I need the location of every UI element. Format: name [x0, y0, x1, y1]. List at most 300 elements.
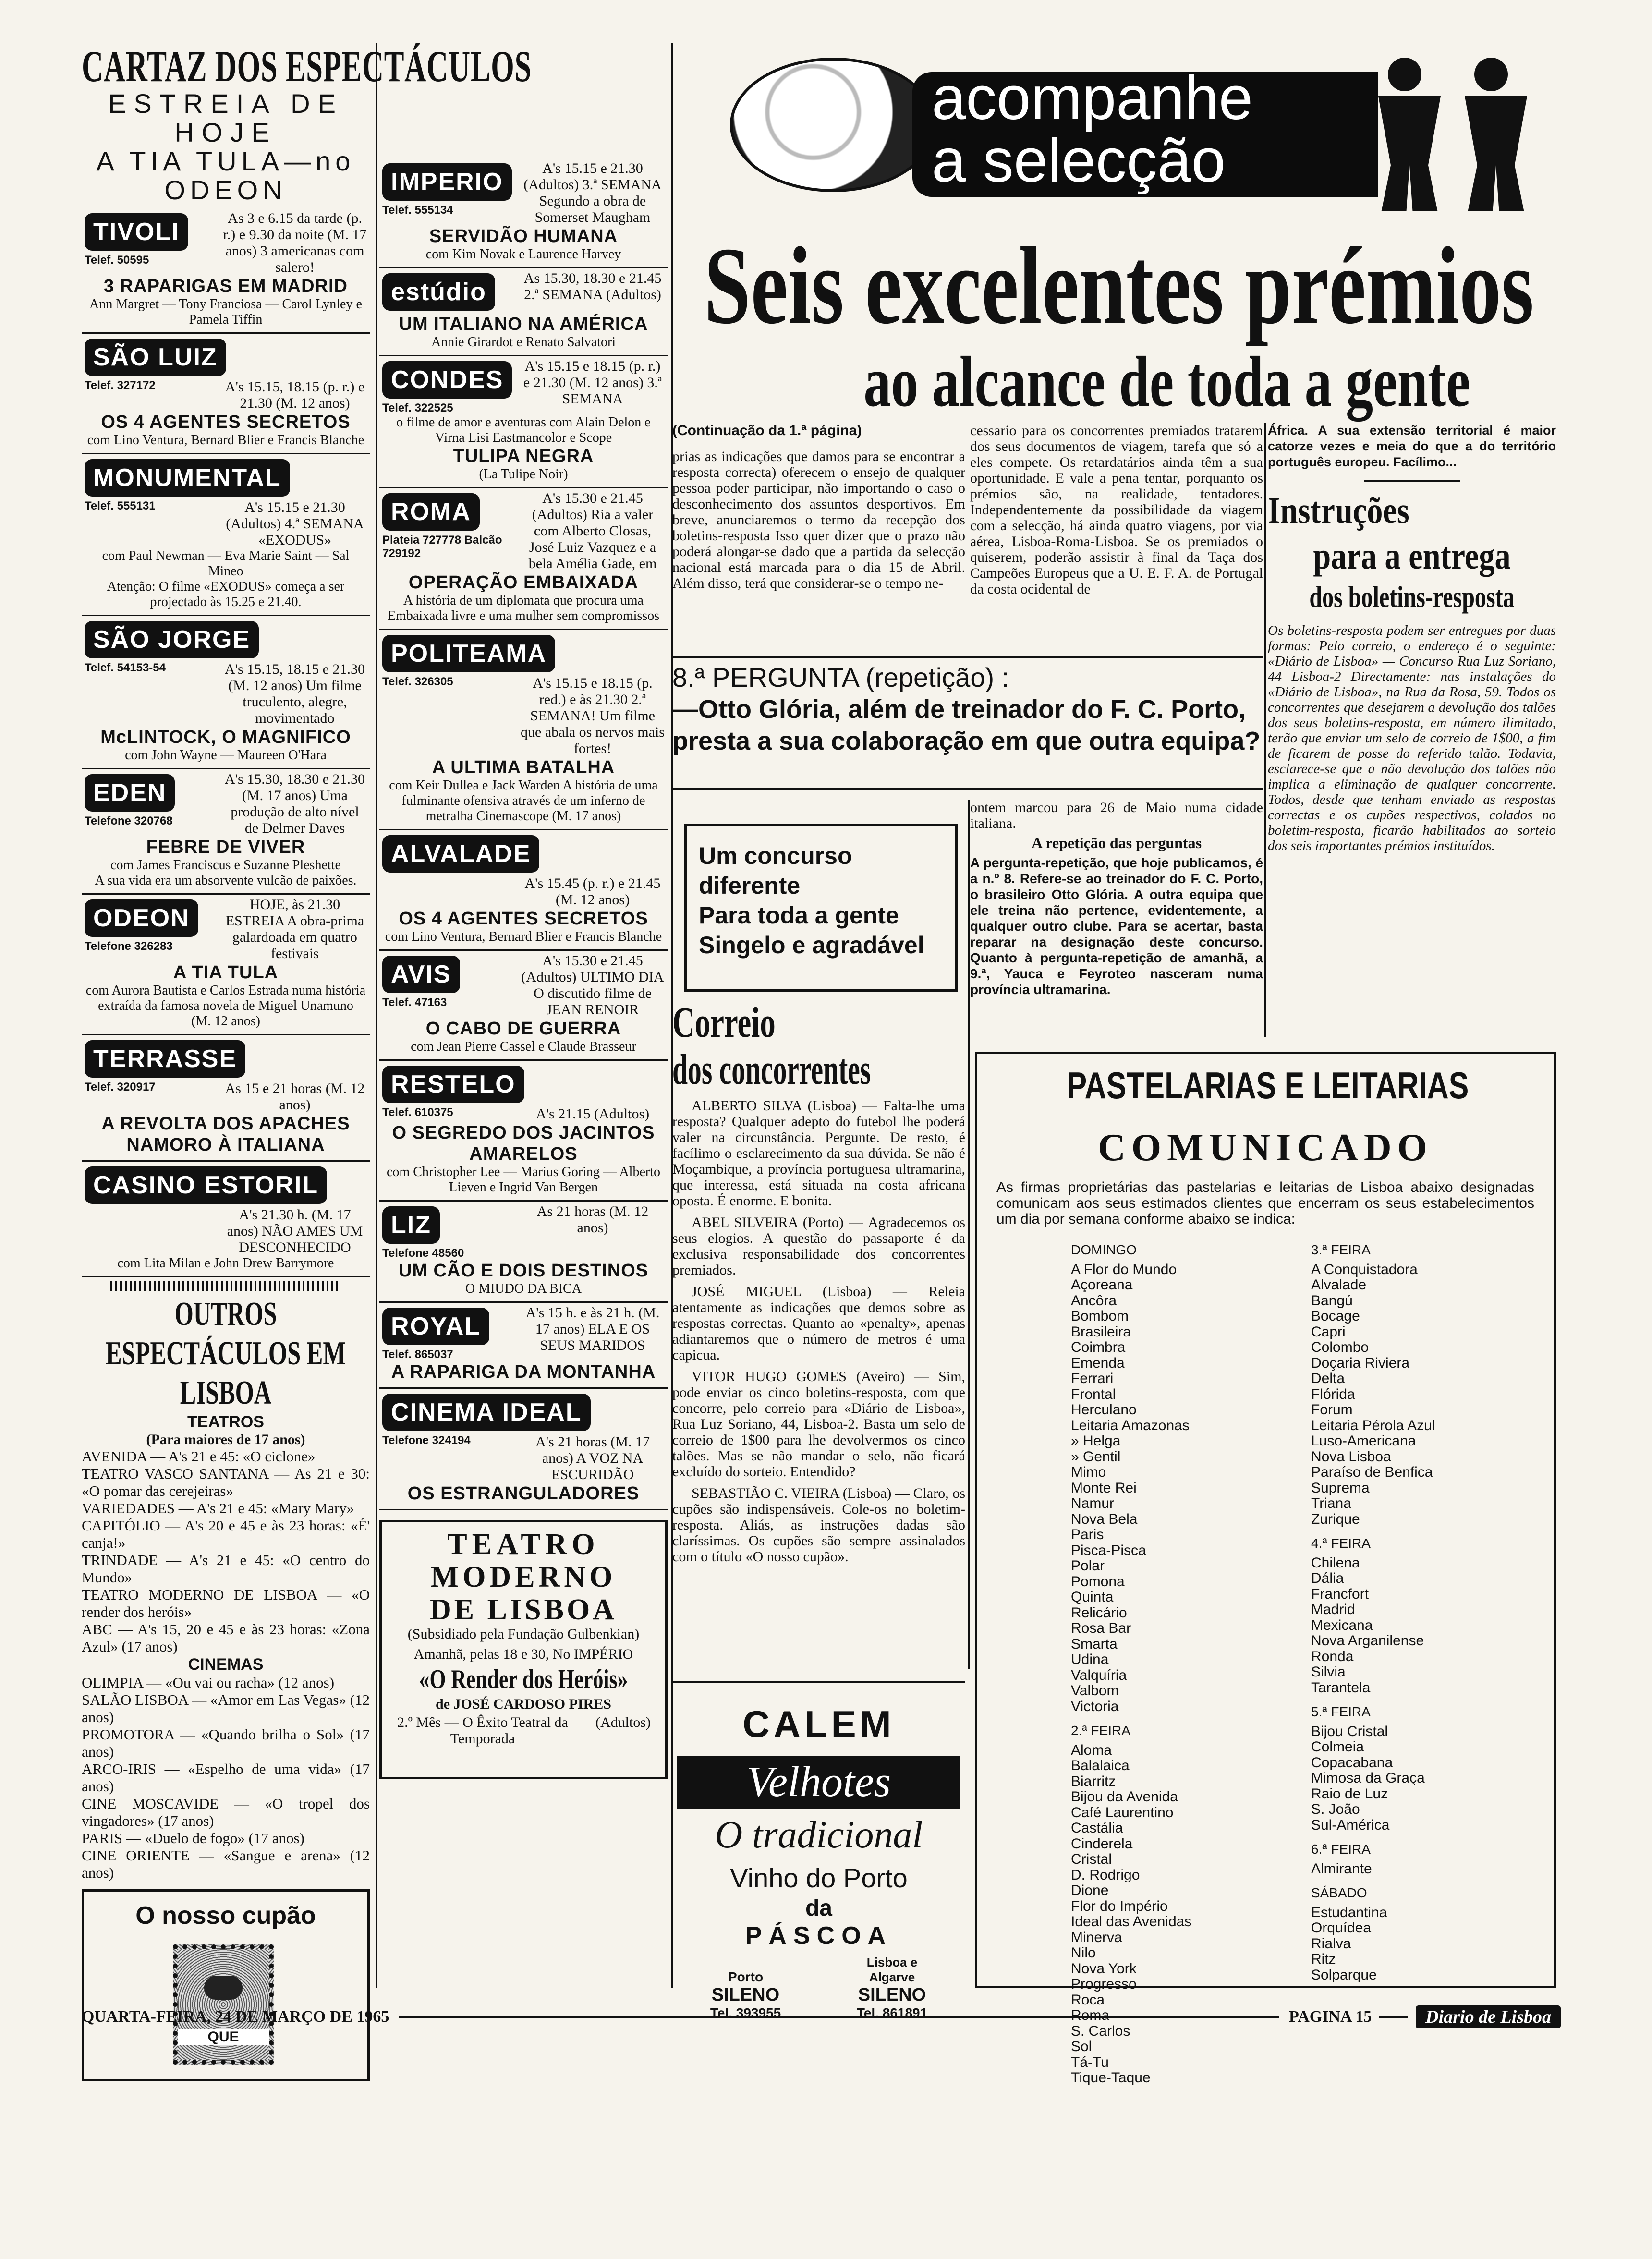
showtimes: As 15.30, 18.30 e 21.45 2.ª SEMANA (Adultos): [523, 270, 662, 303]
footer-page: PAGINA 15: [1289, 2008, 1372, 2026]
film-cast: com Jean Pierre Cassel e Claude Brasseur: [411, 1039, 636, 1054]
film-cast: com Kim Novak e Laurence Harvey: [425, 247, 621, 262]
film-title: A REVOLTA DOS APACHES NAMORO À ITALIANA: [101, 1114, 350, 1155]
teatro-moderno-box: [379, 1520, 668, 1779]
listing-line: VARIEDADES — A's 21 e 45: «Mary Mary»: [82, 1500, 354, 1517]
showtimes: A's 15 h. e às 21 h. (M. 17 anos) ELA E OS SEUS MARIDOS: [525, 1305, 660, 1353]
past-list-a: [996, 1234, 1251, 2086]
showtimes: A's 21.15 (Adultos): [535, 1106, 650, 1122]
cinema-phone: Telef. 47163: [382, 996, 447, 1009]
listing-line: CINE ORIENTE — «Sangue e arena» (12 anos): [82, 1847, 370, 1881]
shop-name: Nova Arganilense: [1311, 1633, 1424, 1649]
lisboa-label: Lisboa e Algarve: [866, 1955, 918, 1984]
shop-name: Mexicana: [1311, 1617, 1373, 1633]
cinema-phone: Telefone 48560: [382, 1247, 464, 1260]
cinema-phone: Telefone 326283: [85, 940, 173, 953]
film-title: OS 4 AGENTES SECRETOS: [101, 412, 351, 432]
concurso-l2: Para toda a gente: [699, 902, 899, 929]
shop-name: Leitaria Pérola Azul: [1311, 1417, 1435, 1433]
cinema-logo[interactable]: CONDES: [382, 361, 512, 399]
showtimes: A's 21.30 h. (M. 17 anos) NÃO AMES UM DESCONHECIDO: [227, 1207, 363, 1255]
article-text-2: cessario para os concorrentes premiados tratarem dos seus documentos de viagem, tarefa que só a eles compete. Os retardatários ainda têm a sua oportunidade. E vale a pena tentar, porquanto os prémios são, na realidade, tentadores. Independentemente da possibilidade da viagem com a selecção, há ainda quatro viagens, por via aérea, Lisboa-Roma-Lisboa. Se os premiados o quiserem, poderão assistir à final da Taça dos Campeões Europeus que a U. E. F. A. de Portugal da costa ocidental de: [970, 423, 1263, 597]
cinema-phone: Telef. 50595: [85, 254, 149, 267]
column-rule-4: [968, 800, 970, 1669]
shop-name: Nilo: [1071, 1945, 1096, 1961]
article-text-1: prias as indicações que damos para se encontrar a resposta correcta) oferecem o ensejo de qualquer pessoa poder participar, não importando o caso o desconhecimento dos assuntos desportivos. Em breve, anunciaremos o termo da recepção dos boletins-resposta Isso quer dizer que o prazo não poderá alongar-se dado que a partida da selecção nacional está marcada para o dia 15 de Abril. Além disso, terá que considerar-se o tempo ne-: [672, 449, 965, 591]
footer-date: QUARTA-FEIRA, 24 DE MARÇO DE 1965: [82, 2008, 389, 2026]
shop-name: S. João: [1311, 1801, 1360, 1817]
instr-title2: para a entrega: [1313, 535, 1511, 577]
listing-line: TRINDADE — A's 21 e 45: «O centro do Mundo»: [82, 1552, 370, 1586]
shop-name: Mimosa da Graça: [1311, 1770, 1425, 1786]
selecao-banner: [682, 58, 1542, 221]
cinema-ad: [82, 1035, 370, 1162]
shop-name: Ritz: [1311, 1951, 1336, 1967]
film-cast: Ann Margret — Tony Franciosa — Carol Lynley e Pamela Tiffin: [89, 297, 362, 327]
shop-name: Relicário: [1071, 1604, 1127, 1621]
cinema-logo[interactable]: CINEMA IDEAL: [382, 1394, 591, 1431]
shop-name: Monte Rei: [1071, 1480, 1137, 1496]
cinema-logo[interactable]: POLITEAMA: [382, 635, 555, 672]
velhotes-banner: [677, 1756, 960, 1809]
film-title: FEBRE DE VIVER: [146, 837, 305, 857]
cinema-logo[interactable]: MONUMENTAL: [85, 459, 290, 497]
cinema-logo[interactable]: estúdio: [382, 273, 495, 311]
shop-name: Rosa Bar: [1071, 1620, 1131, 1636]
showtimes: As 3 e 6.15 da tarde (p. r.) e 9.30 da noite (M. 17 anos) 3 americanas com salero!: [223, 210, 367, 275]
shop-name: Roca: [1071, 1992, 1105, 2008]
short-rule: [1364, 480, 1460, 482]
film-title: McLINTOCK, O MAGNIFICO: [100, 727, 351, 747]
cinema-list: [82, 1674, 370, 1882]
cinema-logo[interactable]: AVIS: [382, 956, 460, 993]
cinema-phone: Telef. 320917: [85, 1081, 156, 1093]
cinema-logo[interactable]: TIVOLI: [85, 213, 188, 251]
showtimes: A's 15.15 e 18.15 (p. red.) e às 21.30 2.ª SEMANA! Um filme que abala os nervos mais fortes!: [521, 675, 665, 756]
day-heading: 3.ª FEIRA: [1311, 1242, 1371, 1257]
outros-section: [82, 1295, 370, 1882]
cinema-logo[interactable]: SÃO LUIZ: [85, 339, 226, 376]
cinema-phone: Telef. 865037: [382, 1348, 453, 1361]
shop-name: Luso-Americana: [1311, 1433, 1416, 1449]
teatro-foot1: 2.º Mês — O Êxito Teatral da Temporada: [397, 1714, 568, 1747]
cartaz-title: CARTAZ DOS ESPECTÁCULOS: [82, 42, 532, 91]
shop-name: Brasileira: [1071, 1324, 1131, 1340]
film-cast: com James Franciscus e Suzanne Pleshette: [110, 858, 341, 873]
teatro-l1: TEATRO: [447, 1528, 600, 1561]
listing-line: CINE MOSCAVIDE — «O tropel dos vingadores» (17 anos): [82, 1795, 370, 1829]
pergunta-block: [672, 656, 1263, 790]
film-cast: Annie Girardot e Renato Salvatori: [431, 335, 616, 350]
showtimes: HOJE, às 21.30 ESTREIA A obra-prima galardoada em quatro festivais: [225, 897, 364, 961]
film-cast: com Aurora Bautista e Carlos Estrada numa história extraída da famosa novela de Miguel Unamuno: [85, 983, 366, 1013]
cinema-ad: [82, 769, 370, 895]
banner-line2: a selecção: [932, 126, 1226, 195]
past-title: PASTELARIAS E LEITARIAS: [1067, 1064, 1469, 1106]
film-note: A sua vida era um absorvente vulcão de paixões.: [95, 873, 357, 888]
teatros-heading: TEATROS: [187, 1413, 264, 1431]
film-cast: A história de um diplomata que procura uma Embaixada livre e uma mulher sem compromissos: [387, 593, 660, 623]
correio-column: [672, 999, 965, 1690]
cinema-ad: [379, 356, 668, 488]
concurso-l1: Um concurso diferente: [699, 842, 852, 899]
film-cast: com Lita Milan e John Drew Barrymore: [117, 1256, 334, 1271]
shop-name: Pomona: [1071, 1573, 1125, 1590]
showtimes: A's 15.30, 18.30 e 21.30 (M. 17 anos) Uma produção de alto nível de Delmer Daves: [224, 771, 365, 836]
day-heading: 6.ª FEIRA: [1311, 1842, 1371, 1857]
film-title: A TIA TULA: [173, 962, 279, 983]
sileno-porto: SILENO: [711, 1985, 780, 2005]
day-heading: 5.ª FEIRA: [1311, 1704, 1371, 1719]
calem-da: da: [805, 1895, 832, 1921]
footer-rule-2: [1379, 2016, 1408, 2018]
cinema-logo[interactable]: SÃO JORGE: [85, 621, 259, 658]
shop-name: Tarantela: [1311, 1679, 1371, 1696]
shop-name: Doçaria Riviera: [1311, 1355, 1410, 1371]
continuation-note: (Continuação da 1.ª página): [672, 423, 862, 438]
article-col-1: [672, 423, 965, 644]
showtimes: A's 15.30 e 21.45 (Adultos) Ria a valer com Alberto Closas, José Luiz Vazquez e a bela Amélia Gade, em: [528, 490, 657, 571]
shop-name: Suprema: [1311, 1480, 1370, 1496]
shop-name: Balalaica: [1071, 1758, 1130, 1773]
shop-name: Dália: [1311, 1570, 1344, 1586]
teatro-foot: [382, 1712, 665, 1749]
film-cast: o filme de amor e aventuras com Alain Delon e Virna Lisi Eastmancolor e Scope: [396, 415, 651, 445]
letter: SEBASTIÃO C. VIEIRA (Lisboa) — Claro, os cupões são indispensáveis. Cole-os no boletim-resposta. Aliás, as instruções dadas são claríssimas. Os cupões são sempre assinalados com o título «O nosso cupão».: [672, 1485, 965, 1565]
shop-name: Tá-Tu: [1071, 2054, 1109, 2070]
shop-name: Silvia: [1311, 1664, 1346, 1680]
shop-name: S. Carlos: [1071, 2023, 1130, 2039]
shop-name: Francfort: [1311, 1586, 1369, 1602]
shop-name: Victoria: [1071, 1698, 1119, 1714]
page-footer: [82, 1998, 1561, 2036]
instr-title3: dos boletins-resposta: [1309, 580, 1515, 614]
past-intro: As firmas proprietárias das pastelarias e leitarias de Lisboa abaixo designadas comunicam aos seus estimados clientes que encerram os seus estabelecimentos um dia por semana conforme abaixo se indica:: [996, 1179, 1534, 1227]
shop-name: Chilena: [1311, 1555, 1360, 1571]
shop-name: Paraíso de Benfica: [1311, 1464, 1433, 1480]
tel-porto: Tel. 393955: [710, 2005, 781, 2020]
shop-name: Alvalade: [1311, 1277, 1367, 1293]
film-cast: com John Wayne — Maureen O'Hara: [125, 748, 327, 763]
shop-name: Mimo: [1071, 1464, 1106, 1480]
shop-name: D. Rodrigo: [1071, 1867, 1140, 1883]
film-note: O MIUDO DA BICA: [465, 1281, 582, 1296]
cinema-ad: [82, 895, 370, 1035]
cinema-logo[interactable]: CASINO ESTORIL: [85, 1166, 327, 1204]
porto-label: Porto: [728, 1969, 764, 1984]
cinema-ad: [379, 951, 668, 1061]
cinema-phone: Telef. 555131: [85, 499, 156, 512]
headline-line1: Seis excelentes prémios: [704, 224, 1534, 347]
shop-name: Colmeia: [1311, 1739, 1364, 1755]
shop-name: Bangú: [1311, 1292, 1353, 1309]
shop-name: » Helga: [1071, 1433, 1121, 1449]
past-list-b: [1251, 1234, 1520, 2086]
letter: ALBERTO SILVA (Lisboa) — Falta-lhe uma resposta? Qualquer adepto do futebol lhe poderá valer na circunstância. Pergunte. De resto, é facílimo o esclarecimento da sua dúvida. Se não é Moçambique, a província portuguesa ultramarina, que interessa, está situada na costa africana oposta. É enorme. E bonita.: [672, 1098, 965, 1209]
film-title: OS 4 AGENTES SECRETOS: [399, 909, 648, 929]
shop-name: Solparque: [1311, 1967, 1377, 1983]
shop-name: Bocage: [1311, 1308, 1360, 1324]
pergunta-question: —Otto Glória, além de treinador do F. C. Porto, presta a sua colaboração em que outra equipa?: [672, 695, 1261, 755]
cinema-logo[interactable]: ROMA: [382, 493, 480, 531]
shop-name: Herculano: [1071, 1402, 1137, 1418]
footer-rule: [399, 2016, 1279, 2018]
shop-name: Frontal: [1071, 1386, 1116, 1402]
cinema-ad: [379, 830, 668, 951]
article-col-3: [1268, 423, 1556, 1037]
cinema-logo[interactable]: TERRASSE: [85, 1040, 245, 1078]
shop-name: Namur: [1071, 1495, 1115, 1511]
shop-name: Delta: [1311, 1371, 1345, 1386]
shop-name: Flor do Império: [1071, 1898, 1168, 1914]
cinema-ad: [379, 1389, 668, 1510]
day-heading: DOMINGO: [1071, 1242, 1137, 1257]
repeticao-body: A pergunta-repetição, que hoje publicamos, é a n.º 8. Refere-se ao treinador do F. C. Porto, o brasileiro Otto Glória. A outra equipa que ele treina não pertence, evidentemente, a qualquer outro clube. Para se acertar, basta reparar na designação deste concurso. Quanto à pergunta-repetição de amanhã, a 9.ª, Yauca e Feyroteo nasceram numa província ultramarina.: [970, 855, 1263, 997]
cinema-ads-mid: [379, 158, 668, 1510]
showtimes: A's 15.15 e 21.30 (Adultos) 4.ª SEMANA «EXODUS»: [226, 499, 364, 548]
shop-name: Ancôra: [1071, 1292, 1117, 1309]
film-title: A RAPARIGA DA MONTANHA: [391, 1362, 656, 1382]
cinema-ad: [379, 488, 668, 630]
correio-title2: dos concorrentes: [672, 1046, 871, 1093]
outros-title: OUTROS ESPECTÁCULOS EM LISBOA: [106, 1296, 346, 1411]
calem-pascoa: PÁSCOA: [745, 1922, 893, 1950]
shop-name: Dione: [1071, 1882, 1109, 1898]
shop-name: Coimbra: [1071, 1339, 1126, 1355]
shop-name: Ideal das Avenidas: [1071, 1914, 1192, 1930]
shop-name: Minerva: [1071, 1929, 1122, 1945]
listing-line: PROMOTORA — «Quando brilha o Sol» (17 anos): [82, 1726, 370, 1760]
shop-name: Sol: [1071, 2039, 1092, 2054]
instr-body: Os boletins-resposta podem ser entregues por duas formas: Pelo correio, o endereço é o seguinte: «Diário de Lisboa» — Concurso Rua Luz Soriano, 44 Lisboa-2 Directamente: nas instalações do «Diário de Lisboa», na Rua da Rosa, 59. Todos os concorrentes que desejarem a devolução dos talões dos seus boletins-resposta, em número ilimitado, terão que enviar um selo de correio de 1$00, a fim de ficarem de posse do referido talão. Todavia, esclarece-se que a não devolução dos talões não implica a eliminação de qualquer concorrente. Todos, desde que tenham enviado as respostas correctas e os cupões respectivos, colados no boletim-resposta, ficarão habilitados ao sorteio dos seis importantes prémios instituídos.: [1268, 623, 1556, 853]
listing-line: CAPITÓLIO — A's 20 e 45 e às 23 horas: «É' canja!»: [82, 1517, 370, 1551]
cinema-logo[interactable]: ROYAL: [382, 1308, 489, 1345]
shop-name: Ronda: [1311, 1648, 1354, 1664]
correio-title1: Correio: [672, 999, 776, 1046]
film-note: (La Tulipe Noir): [479, 467, 568, 482]
shop-name: Paris: [1071, 1527, 1104, 1542]
cinema-phone: Plateia 727778 Balcão 729192: [382, 534, 502, 560]
listing-line: AVENIDA — A's 21 e 45: «O ciclone»: [82, 1448, 316, 1465]
shop-name: Bijou da Avenida: [1071, 1789, 1178, 1805]
cinema-logo[interactable]: LIZ: [382, 1206, 440, 1244]
column-rule-3: [1264, 423, 1266, 1037]
showtimes: A's 15.45 (p. r.) e 21.45 (M. 12 anos): [524, 875, 661, 908]
film-cast: com Paul Newman — Eva Marie Saint — Sal Mineo: [102, 548, 350, 579]
film-title: O CABO DE GUERRA: [425, 1019, 621, 1039]
cupao-title: O nosso cupão: [135, 1902, 316, 1930]
shop-name: Sul-América: [1311, 1817, 1390, 1833]
shop-name: Raio de Luz: [1311, 1785, 1388, 1802]
teatro-when: Amanhã, pelas 18 e 30, No IMPÉRIO: [413, 1646, 633, 1662]
shop-name: Progresso: [1071, 1976, 1137, 1992]
shop-name: Roma: [1071, 2007, 1110, 2023]
showtimes: A's 15.15, 18.15 (p. r.) e 21.30 (M. 12 anos): [225, 379, 365, 411]
shop-name: Polar: [1071, 1558, 1105, 1574]
cinema-ads-left: [82, 208, 370, 1277]
listing-line: ARCO-IRIS — «Espelho de uma vida» (17 anos): [82, 1761, 370, 1795]
shop-name: Café Laurentino: [1071, 1804, 1174, 1821]
repeticao-head: A repetição das perguntas: [1031, 834, 1202, 851]
listing-line: TEATRO MODERNO DE LISBOA — «O render dos heróis»: [82, 1586, 370, 1620]
football-icon: [730, 58, 936, 192]
letter: JOSÉ MIGUEL (Lisboa) — Releia atentamente as indicações que demos sobre as respostas correctas. Quanto ao «penalty», apenas adiantaremos que o número de metros é uma capicua.: [672, 1284, 965, 1363]
pergunta-head: 8.ª PERGUNTA (repetição) :: [672, 662, 1009, 692]
shop-name: Valbom: [1071, 1683, 1119, 1699]
showtimes: A's 15.15, 18.15 e 21.30 (M. 12 anos) Um filme truculento, alegre, movimentado: [224, 661, 365, 726]
cinema-ad: [379, 268, 668, 356]
shop-name: Quinta: [1071, 1589, 1114, 1605]
film-title: 3 RAPARIGAS EM MADRID: [104, 276, 348, 296]
cinema-ad: [379, 1202, 668, 1303]
age-note: (Para maiores de 17 anos): [146, 1432, 305, 1447]
shop-name: Ferrari: [1071, 1371, 1114, 1386]
cinema-phone: Telef. 610375: [382, 1106, 453, 1119]
teatro-l2: MODERNO: [430, 1561, 617, 1593]
cinema-logo[interactable]: RESTELO: [382, 1066, 524, 1103]
calem-tradicional: O tradicional: [715, 1814, 923, 1856]
headline-line2: ao alcance de toda a gente: [863, 342, 1470, 422]
showtimes: As 15 e 21 horas (M. 12 anos): [225, 1081, 365, 1113]
cinema-ad: [82, 208, 370, 334]
film-cast: com Christopher Lee — Marius Goring — Alberto Lieven e Ingrid Van Bergen: [386, 1165, 660, 1195]
cinema-logo[interactable]: ODEON: [85, 899, 198, 937]
correio-letters: [672, 1098, 965, 1565]
showtimes: A's 15.30 e 21.45 (Adultos) ULTIMO DIA O discutido filme de JEAN RENOIR: [521, 953, 664, 1018]
teatro-sub: (Subsidiado pela Fundação Gulbenkian): [407, 1626, 640, 1642]
footer-paper: Diario de Lisboa: [1416, 2005, 1561, 2028]
film-title: OS ESTRANGULADORES: [407, 1483, 640, 1504]
cinema-ad: [82, 454, 370, 616]
cinema-ad: [82, 616, 370, 769]
teatro-foot2: (Adultos): [595, 1714, 651, 1730]
cinema-column-2: [379, 158, 668, 1993]
stamp-ball-icon: [204, 1976, 243, 2000]
film-cast: com Lino Ventura, Bernard Blier e Francis Blanche: [385, 929, 662, 944]
shop-name: Leitaria Amazonas: [1071, 1417, 1190, 1433]
film-title: OPERAÇÃO EMBAIXADA: [408, 572, 639, 593]
shop-name: Almirante: [1311, 1860, 1372, 1877]
cinema-phone: Telef. 555134: [382, 204, 453, 217]
film-title: TULIPA NEGRA: [453, 446, 594, 466]
shop-name: Bijou Cristal: [1311, 1723, 1388, 1739]
cinema-ad: [379, 1061, 668, 1202]
past-comunicado: COMUNICADO: [1098, 1127, 1433, 1169]
divider-bars: [110, 1281, 341, 1291]
shop-name: Flórida: [1311, 1386, 1355, 1402]
shop-name: Forum: [1311, 1402, 1353, 1418]
calem-ad: [672, 1681, 965, 2020]
day-heading: SÁBADO: [1311, 1885, 1367, 1900]
sileno-lisboa: SILENO: [858, 1985, 926, 2005]
film-note: (M. 12 anos): [191, 1014, 260, 1029]
velhotes-script: Velhotes: [747, 1758, 891, 1806]
shop-name: Triana: [1311, 1495, 1351, 1511]
film-note: Atenção: O filme «EXODUS» começa a ser projectado às 15.25 e 21.40.: [107, 579, 345, 609]
shop-name: A Flor do Mundo: [1071, 1261, 1177, 1277]
cinema-phone: Telefone 324194: [382, 1434, 471, 1447]
shop-name: Cristal: [1071, 1851, 1112, 1867]
stamp-text: QUE: [178, 2029, 269, 2045]
shop-name: Colombo: [1311, 1339, 1369, 1355]
shop-name: Tique-Taque: [1071, 2070, 1151, 2086]
teatro-play: «O Render dos Heróis»: [419, 1664, 628, 1694]
film-cast: com Keir Dullea e Jack Warden A história de uma fulminante ofensiva através de um inferno de metralha Cinemascope (M. 17 anos): [389, 778, 658, 824]
cinema-logo[interactable]: IMPERIO: [382, 163, 512, 201]
showtimes: A's 21 horas (M. 17 anos) A VOZ NA ESCURIDÃO: [535, 1434, 650, 1482]
day-heading: 2.ª FEIRA: [1071, 1723, 1130, 1738]
shop-name: » Gentil: [1071, 1448, 1121, 1465]
concurso-box: [684, 824, 958, 992]
shop-name: Madrid: [1311, 1602, 1355, 1617]
shop-name: Capri: [1311, 1324, 1346, 1340]
shop-name: Udina: [1071, 1652, 1109, 1667]
teatro-author: de JOSÉ CARDOSO PIRES: [436, 1696, 611, 1712]
shop-name: Valquíria: [1071, 1667, 1127, 1683]
article-text-3: África. A sua extensão territorial é maior catorze vezes e meia do que a do território português europeu. Facílimo...: [1268, 423, 1556, 469]
cinemas-heading: CINEMAS: [188, 1655, 264, 1674]
headline-block: [672, 224, 1566, 427]
showtimes: A's 15.15 e 18.15 (p. r.) e 21.30 (M. 12 anos) 3.ª SEMANA: [523, 358, 662, 407]
shop-name: Rialva: [1311, 1935, 1351, 1952]
player-figures-icon: [1378, 58, 1537, 216]
tel-lisboa: Tel. 861891: [856, 2005, 928, 2020]
cinema-logo[interactable]: ALVALADE: [382, 835, 539, 873]
film-title: UM ITALIANO NA AMÉRICA: [399, 314, 648, 334]
cinema-logo[interactable]: EDEN: [85, 774, 175, 812]
shop-name: Bombom: [1071, 1308, 1129, 1324]
shop-name: Estudantina: [1311, 1904, 1387, 1920]
listing-line: PARIS — «Duelo de fogo» (17 anos): [82, 1830, 304, 1846]
shop-name: Smarta: [1071, 1636, 1118, 1652]
shop-name: Copacabana: [1311, 1754, 1393, 1771]
listing-line: ABC — A's 15, 20 e 45 e às 23 horas: «Zona Azul» (17 anos): [82, 1621, 370, 1655]
letter: VITOR HUGO GOMES (Aveiro) — Sim, pode enviar os cinco boletins-resposta, com que concorre, pelo correio para «Diário de Lisboa», Rua Luz Soriano, 44, Lisboa-2. Basta um selo de correio de 1$00 para lhe devolvermos os cinco talões. Mas se não mandar o selo, não ficará excluído do sorteio. Entendido?: [672, 1369, 965, 1480]
cinema-ad: [379, 158, 668, 268]
listing-line: TEATRO VASCO SANTANA — As 21 e 30: «O pomar das cerejeiras»: [82, 1465, 370, 1499]
film-title: SERVIDÃO HUMANA: [429, 226, 618, 246]
listing-line: OLIMPIA — «Ou vai ou racha» (12 anos): [82, 1674, 335, 1691]
shop-name: Biarritz: [1071, 1773, 1116, 1789]
film-title: UM CÃO E DOIS DESTINOS: [398, 1261, 649, 1281]
cinema-phone: Telef. 326305: [382, 675, 453, 688]
cinema-ad: [82, 1162, 370, 1277]
shop-name: Nova York: [1071, 1960, 1137, 1977]
film-title: O SEGREDO DOS JACINTOS AMARELOS: [392, 1123, 655, 1164]
showtimes: A's 15.15 e 21.30 (Adultos) 3.ª SEMANA Segundo a obra de Somerset Maugham: [523, 160, 662, 225]
article-col-2: [970, 423, 1263, 644]
letter: ABEL SILVEIRA (Porto) — Agradecemos os seus elogios. A questão do passaporte é da exclusiva responsabilidade dos concorrentes premiados.: [672, 1215, 965, 1278]
banner-line1: acompanhe: [932, 64, 1253, 133]
cinema-ad: [379, 630, 668, 830]
shop-name: A Conquistadora: [1311, 1261, 1418, 1277]
shop-name: Orquídea: [1311, 1920, 1372, 1936]
shop-name: Nova Bela: [1071, 1511, 1138, 1527]
film-cast: com Lino Ventura, Bernard Blier e Francis Blanche: [87, 433, 364, 448]
estreia-label: ESTREIA DE HOJE: [108, 88, 343, 147]
cinema-phone: Telef. 322525: [382, 401, 453, 414]
estreia-film: A TIA TULA—no ODEON: [96, 146, 355, 205]
shop-name: Nova Lisboa: [1311, 1448, 1391, 1465]
teatro-l3: DE LISBOA: [430, 1593, 617, 1626]
repeticao-block: [970, 800, 1263, 1078]
shop-name: Emenda: [1071, 1355, 1125, 1371]
listing-line: SALÃO LISBOA — «Amor em Las Vegas» (12 anos): [82, 1691, 370, 1725]
cinema-ad: [82, 334, 370, 454]
cupao-box: [82, 1889, 370, 2081]
past-lists: [996, 1234, 1534, 2086]
shop-name: Zurique: [1311, 1511, 1360, 1527]
